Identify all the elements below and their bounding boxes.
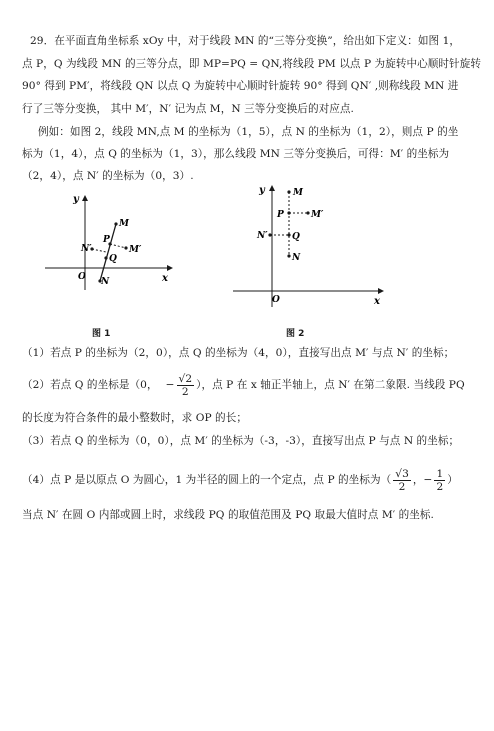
q4-fraction-1 [393, 468, 411, 493]
point-n [287, 254, 290, 257]
q4-frac1-den: 2 [398, 480, 406, 493]
q2-fraction [177, 373, 195, 398]
label-q: Q [109, 254, 117, 264]
label-o: O [272, 295, 280, 305]
figure-2-caption: 图 2 [286, 329, 305, 339]
text-line-4: 行了三等分变换， 其中 M′，N′ 记为点 M，N 三等分变换后的对应点. [22, 103, 354, 115]
label-q: Q [292, 232, 300, 242]
text-line-6: 标为（1，4），点 Q 的坐标为（1，3），那么线段 MN 三等分变换后，可得：M′ 的坐标为 [22, 148, 450, 160]
q2-suffix: ），点 P 在 x 轴正半轴上，点 N′ 在第二象限. 当线段 PQ [196, 379, 465, 391]
label-m-prime: M′ [311, 210, 324, 220]
label-p: P [277, 210, 284, 220]
text-line-1: 29．在平面直角坐标系 xOy 中，对于线段 MN 的“三等分变换”，给出如下定义：如图 1， [30, 35, 460, 47]
label-p: P [103, 235, 110, 245]
label-x: x [162, 273, 168, 284]
label-n: N [292, 253, 301, 263]
question-2-line-1 [22, 368, 465, 402]
label-m: M [293, 188, 303, 198]
q4-minus: − [423, 474, 433, 486]
question-2-line-2: 的长度为符合条件的最小整数时，求 OP 的长； [22, 412, 247, 424]
segment-mn [100, 224, 116, 281]
label-m-prime: M′ [129, 245, 142, 255]
label-n: N [101, 277, 110, 287]
q4-suffix: ） [447, 474, 458, 486]
point-m-prime [124, 246, 127, 249]
point-q [287, 233, 290, 236]
q4-fraction-2 [434, 468, 445, 493]
q2-minus: − [165, 379, 175, 391]
q2-prefix: （2）若点 Q 的坐标是（0， [22, 379, 158, 391]
dashed-pn-prime [92, 249, 106, 252]
label-y: y [259, 185, 265, 196]
label-y: y [73, 194, 79, 205]
q4-frac1-num: √3 [395, 467, 409, 480]
question-1: （1）若点 P 的坐标为（2，0），点 Q 的坐标为（4，0），直接写出点 M′ 与点 N′ 的坐标； [22, 347, 455, 359]
q2-frac-num: √2 [178, 372, 193, 385]
q4-frac2-num: 1 [436, 467, 444, 480]
text-line-2: 点 P，Q 为线段 MN 的三等分点，即 MP=PQ = QN,将线段 PM 以点 P 为旋转中心顺时针旋转 [22, 58, 481, 70]
text-line-5: 例如：如图 2，线段 MN,点 M 的坐标为（1，5），点 N 的坐标为（1，2），则点 P 的坐 [38, 126, 459, 138]
point-m [287, 190, 290, 193]
label-n-prime: N′ [81, 244, 92, 254]
point-n-prime [268, 233, 271, 236]
q2-frac-den: 2 [181, 385, 189, 398]
text-line-7: （2，4），点 N′ 的坐标为（0，3）. [22, 170, 194, 182]
label-m: M [119, 219, 129, 229]
label-n-prime: N′ [257, 231, 268, 241]
figure-1-caption: 图 1 [92, 329, 111, 339]
point-m-prime [306, 211, 309, 214]
q4-prefix: （4）点 P 是以原点 O 为圆心，1 为半径的圆上的一个定点，点 P 的坐标为（ [22, 474, 392, 486]
point-p [287, 211, 290, 214]
question-4-line-2: 当点 N′ 在圆 O 内部或圆上时，求线段 PQ 的取值范围及 PQ 取最大值时点 M′ 的坐标. [22, 509, 434, 521]
point-q [104, 256, 107, 259]
question-3: （3）若点 Q 的坐标为（0，0），点 M′ 的坐标为（-3，-3），直接写出点 P 与点 N 的坐标； [22, 435, 460, 447]
q4-frac2-den: 2 [436, 480, 444, 493]
figure-1 [40, 188, 180, 293]
q4-comma: ， [412, 474, 424, 486]
text-line-3: 90° 得到 PM′，将线段 QN 以点 Q 为旋转中心顺时针旋转 90° 得到 QN′ ,则称线段 MN 进 [22, 80, 459, 92]
dashed-qm-prime [110, 244, 126, 248]
point-m [114, 222, 117, 225]
figure-2 [228, 181, 388, 309]
label-x: x [374, 296, 380, 307]
question-4-line-1 [22, 463, 458, 497]
label-o: O [78, 272, 86, 282]
